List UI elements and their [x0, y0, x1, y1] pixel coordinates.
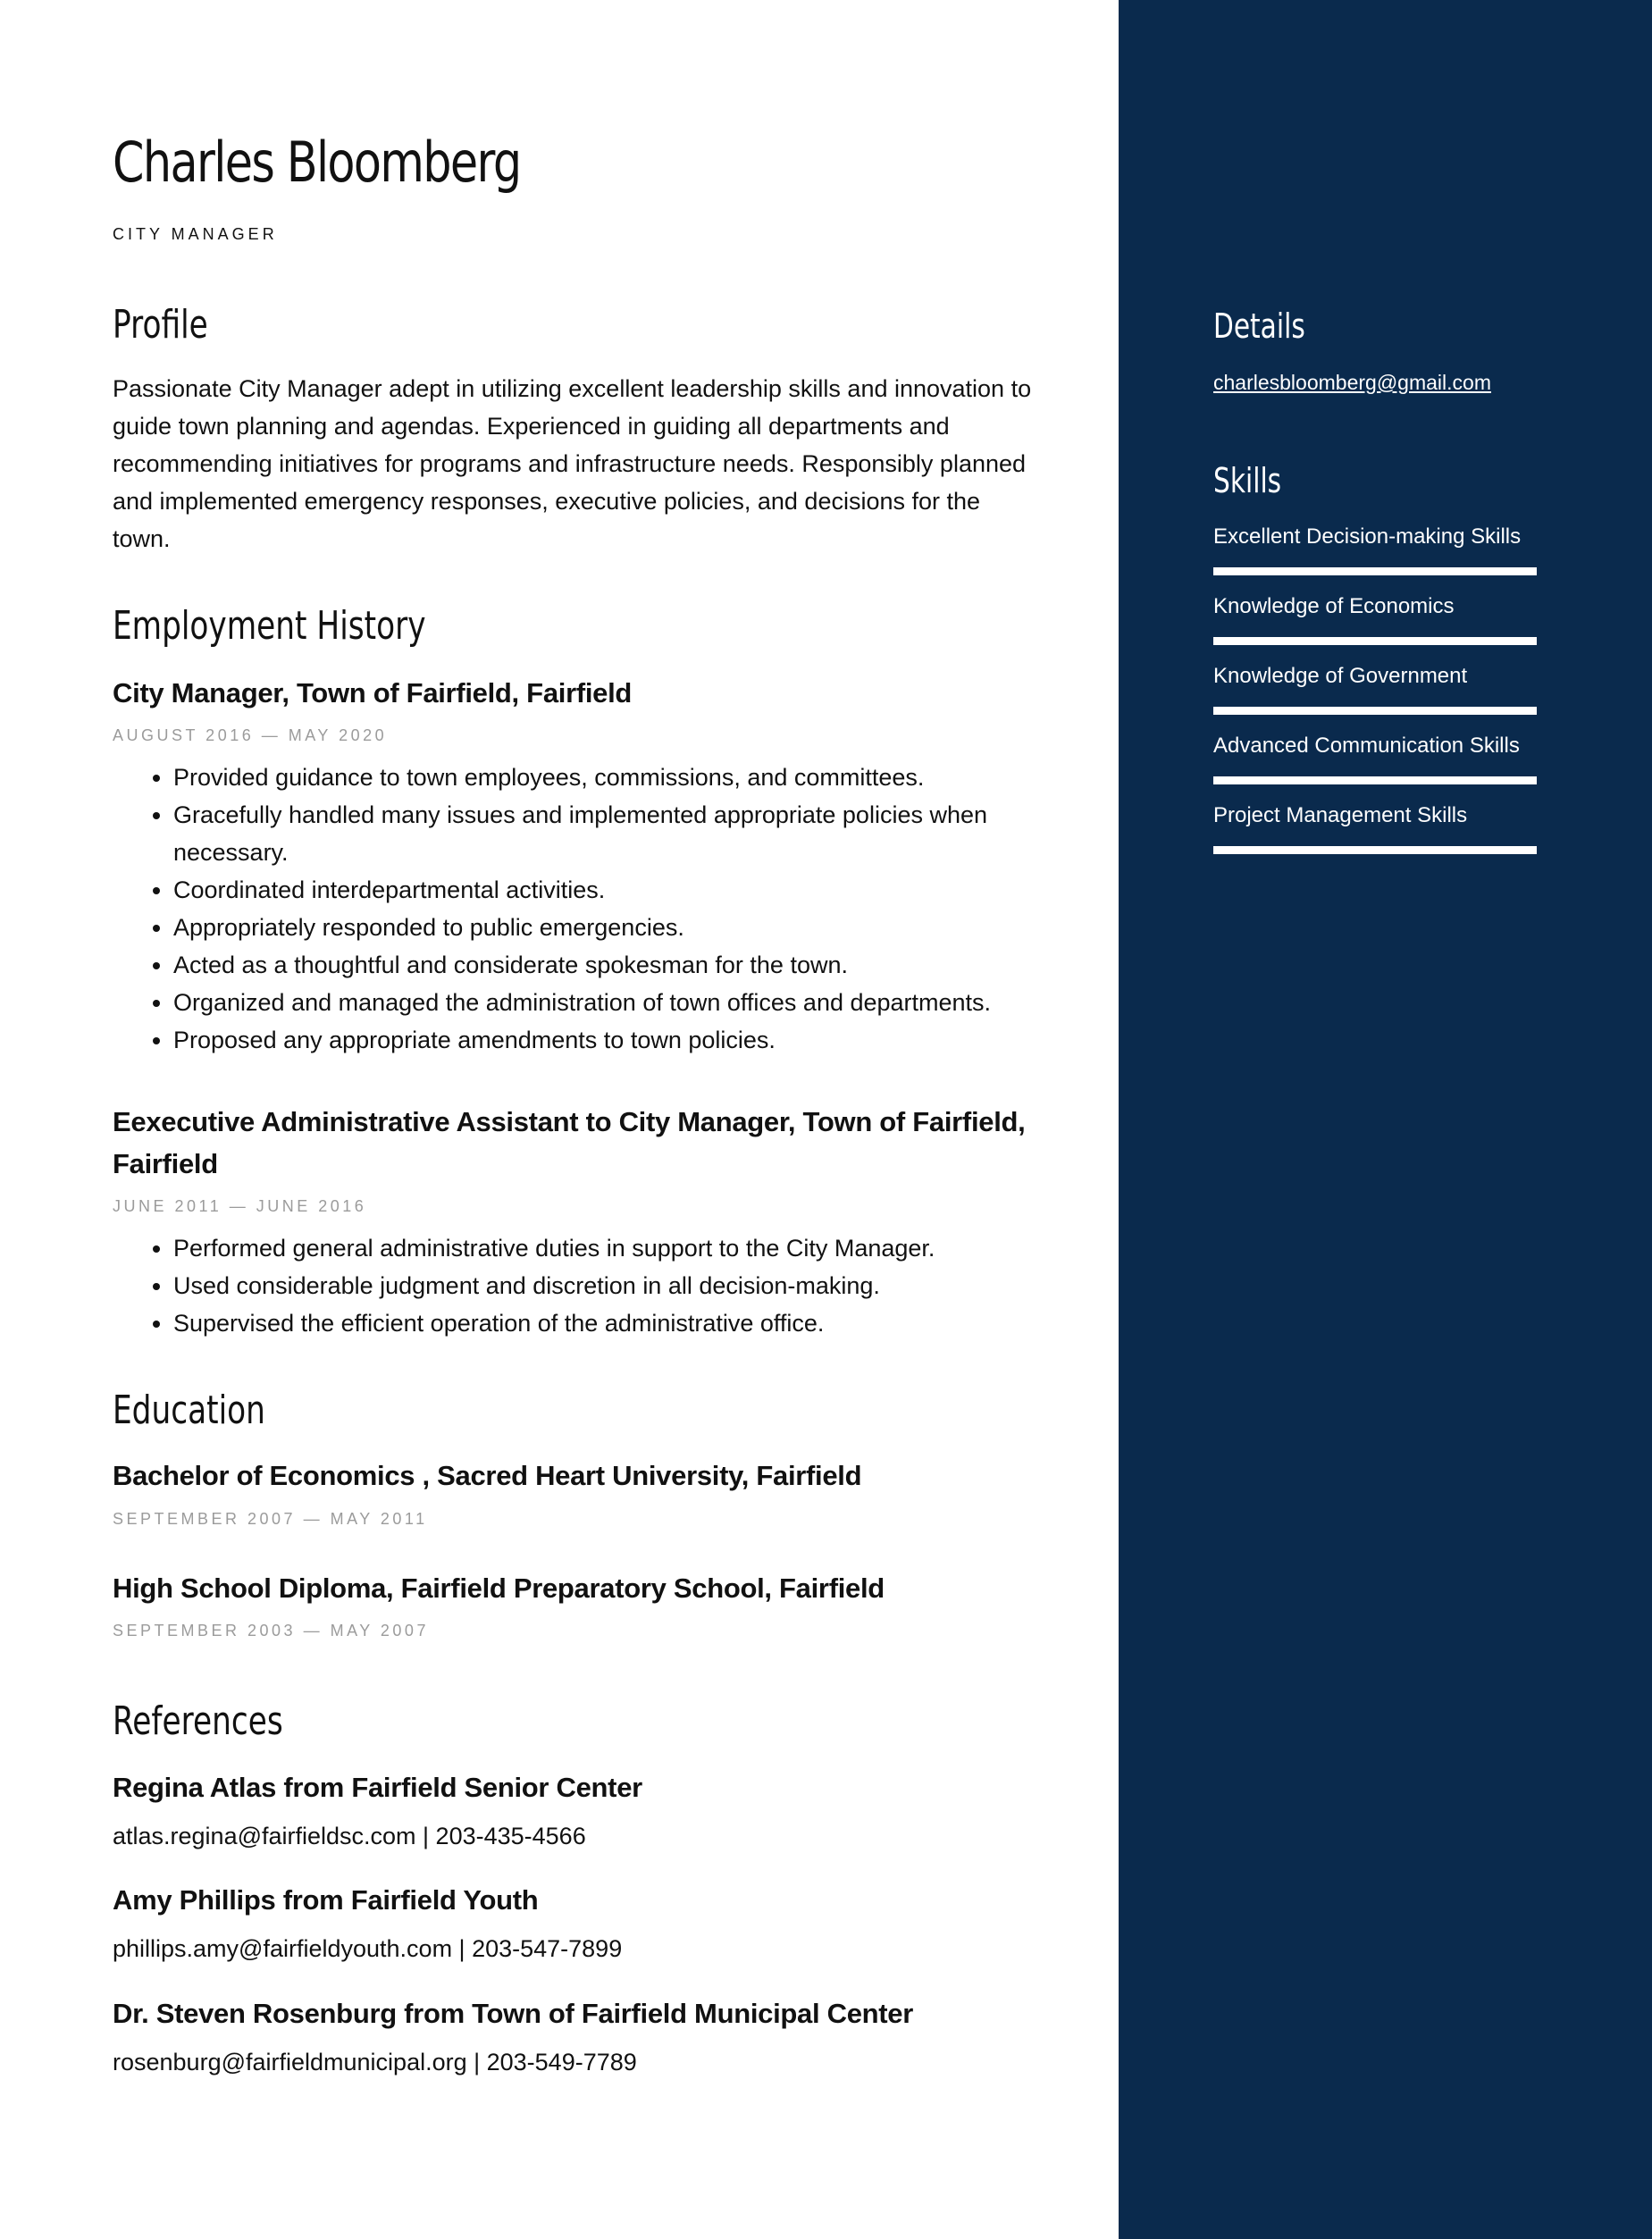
reference-contact-3: rosenburg@fairfieldmunicipal.org | 203-549-7789: [113, 2049, 637, 2075]
education-title-1: Bachelor of Economics , Sacred Heart University, Fairfield: [113, 1460, 862, 1491]
reference-name-2: Amy Phillips from Fairfield Youth: [113, 1884, 539, 1916]
education-heading: Education: [113, 1388, 265, 1433]
resume-name: Charles Bloomberg: [113, 130, 521, 195]
details-heading: Details: [1213, 306, 1305, 346]
job-bullets-2: [113, 1229, 1103, 1342]
reference-name-3: Dr. Steven Rosenburg from Town of Fairfield Municipal Center: [113, 1998, 914, 2029]
education-dates-2: SEPTEMBER 2003 — MAY 2007: [113, 1622, 429, 1639]
list-item: • Organized and managed the administration of town offices and departments.: [173, 984, 1103, 1021]
skill-item: [1213, 662, 1537, 715]
list-item: • Gracefully handled many issues and implemented appropriate policies when necessary.: [173, 796, 1103, 871]
job-title-2: Eexecutive Administrative Assistant to City Manager, Town of Fairfield, Fairfield: [113, 1106, 1026, 1179]
skill-item: [1213, 801, 1537, 854]
list-item: • Provided guidance to town employees, commissions, and committees.: [173, 759, 1103, 796]
skill-item: [1213, 732, 1537, 784]
reference-name-1: Regina Atlas from Fairfield Senior Center: [113, 1772, 642, 1803]
list-item: • Proposed any appropriate amendments to town policies.: [173, 1021, 1103, 1059]
education-title-2: High School Diploma, Fairfield Preparatory School, Fairfield: [113, 1572, 885, 1604]
skill-bar: [1213, 846, 1537, 854]
job-title: CITY MANAGER: [113, 225, 278, 243]
job-dates-2: JUNE 2011 — JUNE 2016: [113, 1197, 367, 1215]
list-item: • Acted as a thoughtful and considerate spokesman for the town.: [173, 946, 1103, 984]
job-bullets-1: [113, 759, 1103, 1059]
reference-contact-2: phillips.amy@fairfieldyouth.com | 203-547-7899: [113, 1935, 623, 1962]
skill-item: [1213, 523, 1537, 575]
list-item: • Performed general administrative duties in support to the City Manager.: [173, 1229, 1103, 1267]
job-title-1: City Manager, Town of Fairfield, Fairfield: [113, 677, 633, 709]
list-item: • Appropriately responded to public emergencies.: [173, 909, 1103, 946]
profile-heading: Profile: [113, 302, 208, 348]
skill-bar: [1213, 637, 1537, 645]
skill-bar: [1213, 707, 1537, 715]
skill-label: Advanced Communication Skills: [1213, 734, 1520, 758]
reference-contact-1: atlas.regina@fairfieldsc.com | 203-435-4566: [113, 1823, 586, 1849]
skill-item: [1213, 592, 1537, 645]
skill-label: Project Management Skills: [1213, 803, 1468, 827]
email-link[interactable]: charlesbloomberg@gmail.com: [1213, 371, 1491, 394]
skills-heading: Skills: [1213, 461, 1282, 500]
skill-label: Knowledge of Economics: [1213, 594, 1455, 618]
references-heading: References: [113, 1698, 283, 1744]
list-item: • Coordinated interdepartmental activities.: [173, 871, 1103, 909]
skill-bar: [1213, 567, 1537, 575]
education-dates-1: SEPTEMBER 2007 — MAY 2011: [113, 1510, 428, 1528]
job-dates-1: AUGUST 2016 — MAY 2020: [113, 726, 388, 744]
profile-text: Passionate City Manager adept in utilizing excellent leadership skills and innovation to guide town planning and agendas. Experienced in guiding all departments and recommending initiatives for programs and infrastructure needs. Responsibly planned and implemented emergency responses, executive policies, and decisions for the town.: [113, 375, 1032, 552]
skill-label: Knowledge of Government: [1213, 664, 1468, 688]
employment-heading: Employment History: [113, 603, 426, 649]
skill-bar: [1213, 776, 1537, 784]
list-item: • Used considerable judgment and discretion in all decision-making.: [173, 1267, 1103, 1304]
list-item: • Supervised the efficient operation of the administrative office.: [173, 1304, 1103, 1342]
skill-label: Excellent Decision-making Skills: [1213, 524, 1522, 549]
sidebar: [1119, 0, 1652, 2239]
